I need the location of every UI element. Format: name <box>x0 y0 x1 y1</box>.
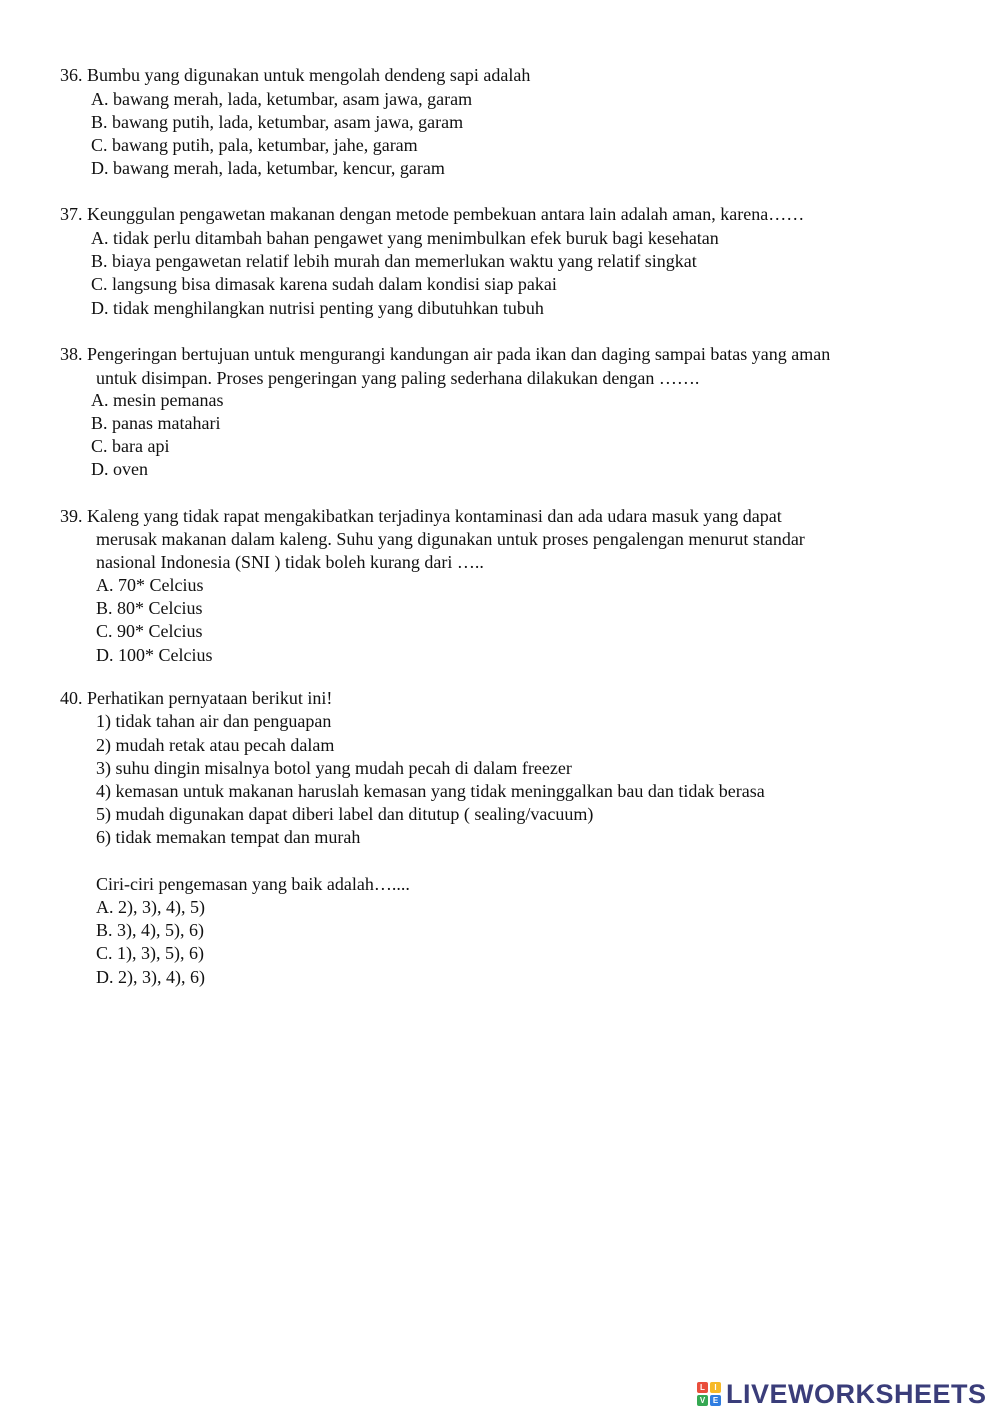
question-39-stem-line-3: nasional Indonesia (SNI ) tidak boleh kurang dari ….. <box>96 552 484 572</box>
question-40-statement-1: 1) tidak tahan air dan penguapan <box>96 711 332 731</box>
question-38-stem-line-1: 38. Pengeringan bertujuan untuk mengurangi kandungan air pada ikan dan daging sampai batas yang aman <box>60 344 831 364</box>
question-39-option-a[interactable]: A. 70* Celcius <box>96 575 204 595</box>
question-40-option-b[interactable]: B. 3), 4), 5), 6) <box>96 920 204 940</box>
question-39-option-d[interactable]: D. 100* Celcius <box>96 645 213 665</box>
question-38-option-b[interactable]: B. panas matahari <box>91 413 221 433</box>
question-40-statement-5: 5) mudah digunakan dapat diberi label dan ditutup ( sealing/vacuum) <box>96 804 594 824</box>
question-40-option-d[interactable]: D. 2), 3), 4), 6) <box>96 967 205 987</box>
question-36-option-d[interactable]: D. bawang merah, lada, ketumbar, kencur, garam <box>91 158 445 178</box>
question-40-stem: 40. Perhatikan pernyataan berikut ini! <box>60 688 333 708</box>
question-37-option-a[interactable]: A. tidak perlu ditambah bahan pengawet yang menimbulkan efek buruk bagi kesehatan <box>91 228 719 248</box>
logo-tile: I <box>710 1382 721 1393</box>
question-37-option-c[interactable]: C. langsung bisa dimasak karena sudah dalam kondisi siap pakai <box>91 274 557 294</box>
question-37-option-b[interactable]: B. biaya pengawetan relatif lebih murah dan memerlukan waktu yang relatif singkat <box>91 251 697 271</box>
question-38-stem-line-2: untuk disimpan. Proses pengeringan yang paling sederhana dilakukan dengan ……. <box>96 368 700 388</box>
question-38-option-c[interactable]: C. bara api <box>91 436 170 456</box>
logo-tile: L <box>697 1382 708 1393</box>
question-40-statement-4: 4) kemasan untuk makanan haruslah kemasan yang tidak meninggalkan bau dan tidak berasa <box>96 781 765 801</box>
question-38-option-d[interactable]: D. oven <box>91 459 148 479</box>
question-39-option-b[interactable]: B. 80* Celcius <box>96 598 203 618</box>
question-36-option-a[interactable]: A. bawang merah, lada, ketumbar, asam jawa, garam <box>91 89 473 109</box>
question-39-stem-line-2: merusak makanan dalam kaleng. Suhu yang digunakan untuk proses pengalengan menurut standar <box>96 529 805 549</box>
question-37-stem: 37. Keunggulan pengawetan makanan dengan metode pembekuan antara lain adalah aman, karena…… <box>60 204 805 224</box>
question-37-option-d[interactable]: D. tidak menghilangkan nutrisi penting yang dibutuhkan tubuh <box>91 298 544 318</box>
question-40-option-a[interactable]: A. 2), 3), 4), 5) <box>96 897 205 917</box>
question-40-statement-3: 3) suhu dingin misalnya botol yang mudah pecah di dalam freezer <box>96 758 572 778</box>
liveworksheets-logo-text: LIVEWORKSHEETS <box>726 1378 987 1409</box>
question-36-option-c[interactable]: C. bawang putih, pala, ketumbar, jahe, garam <box>91 135 418 155</box>
liveworksheets-logo <box>697 1378 987 1410</box>
question-40-question: Ciri-ciri pengemasan yang baik adalah….... <box>96 874 410 894</box>
question-40-statement-6: 6) tidak memakan tempat dan murah <box>96 827 361 847</box>
question-40-option-c[interactable]: C. 1), 3), 5), 6) <box>96 943 204 963</box>
logo-tile: E <box>710 1395 721 1406</box>
question-39-option-c[interactable]: C. 90* Celcius <box>96 621 203 641</box>
question-40-statement-2: 2) mudah retak atau pecah dalam <box>96 735 335 755</box>
question-39-stem-line-1: 39. Kaleng yang tidak rapat mengakibatkan terjadinya kontaminasi dan ada udara masuk yang dapat <box>60 506 782 526</box>
logo-tile: V <box>697 1395 708 1406</box>
question-36-option-b[interactable]: B. bawang putih, lada, ketumbar, asam jawa, garam <box>91 112 464 132</box>
question-38-option-a[interactable]: A. mesin pemanas <box>91 390 224 410</box>
question-36-stem: 36. Bumbu yang digunakan untuk mengolah dendeng sapi adalah <box>60 65 531 85</box>
liveworksheets-logo-icon <box>697 1382 721 1406</box>
